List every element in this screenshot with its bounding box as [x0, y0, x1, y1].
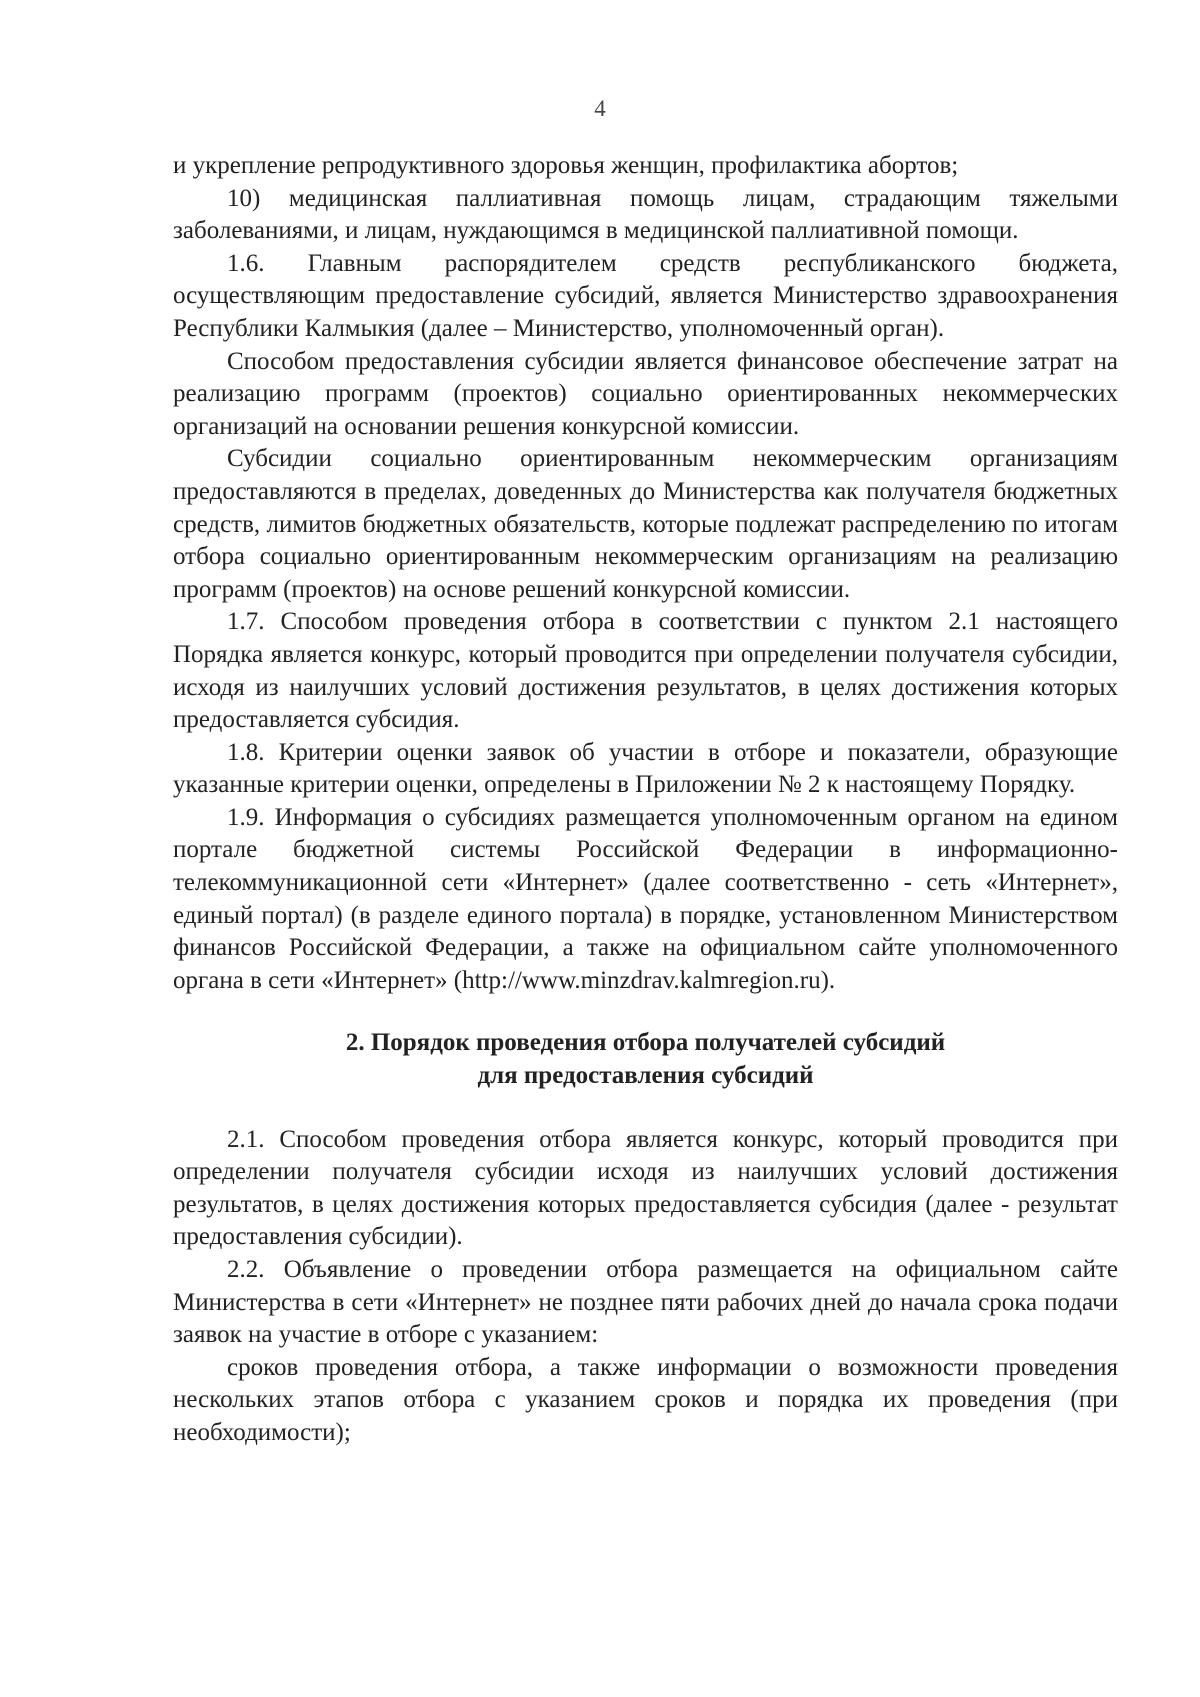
paragraph: Субсидии социально ориентированным некоммерческим организациям предоставляются в пределах, доведенных до Министерства как получателя бюджетных средств, лимитов бюджетных обязательств, которые подлежат распределению по итогам отбора социально ориентированным некоммерческим организациям на реализацию программ (проектов) на основе решений конкурсной комиссии. — [173, 445, 1118, 603]
paragraph: 1.8. Критерии оценки заявок об участии в отборе и показатели, образующие указанные критерии оценки, определены в Приложении № 2 к настоящему Порядку. — [173, 738, 1118, 799]
section-heading-line1: 2. Порядок проведения отбора получателей субсидий — [345, 1029, 946, 1057]
section-heading-line2: для предоставления субсидий — [477, 1062, 814, 1090]
section-heading — [173, 1027, 1118, 1092]
paragraph: сроков проведения отбора, а также информации о возможности проведения нескольких этапов отбора с указанием сроков и порядка их проведения (при необходимости); — [173, 1353, 1118, 1446]
paragraph: 10) медицинская паллиативная помощь лицам, страдающим тяжелыми заболеваниями, и лицам, нуждающимся в медицинской паллиативной помощи. — [173, 184, 1118, 245]
paragraph: Способом предоставления субсидии является финансовое обеспечение затрат на реализацию программ (проектов) социально ориентированных некоммерческих организаций на основании решения конкурсной комиссии. — [173, 347, 1118, 440]
paragraph: 2.1. Способом проведения отбора является конкурс, который проводится при определении получателя субсидии исходя из наилучших условий достижения результатов, в целях достижения которых предоставляется субсидия (далее - результат предоставления субсидии). — [173, 1125, 1118, 1251]
document-body — [173, 150, 1118, 1450]
paragraph: и укрепление репродуктивного здоровья женщин, профилактика абортов; — [173, 152, 959, 179]
page-number: 4 — [594, 96, 606, 121]
paragraphs-part2 — [173, 1124, 1118, 1450]
paragraph: 2.2. Объявление о проведении отбора размещается на официальном сайте Министерства в сети «Интернет» не позднее пяти рабочих дней до начала срока подачи заявок на участие в отборе с указанием: — [173, 1256, 1118, 1349]
paragraphs-part1 — [173, 150, 1118, 997]
paragraph: 1.6. Главным распорядителем средств республиканского бюджета, осуществляющим предоставление субсидий, является Министерство здравоохранения Республики Калмыкия (далее – Министерство, уполномоченный орган). — [173, 249, 1118, 342]
paragraph: 1.9. Информация о субсидиях размещается уполномоченным органом на едином портале бюджетной системы Российской Федерации в информационно-телекоммуникационной сети «Интернет» (далее соответственно - сеть «Интернет», единый портал) (в разделе единого портала) в порядке, установленном Министерством финансов Российской Федерации, а также на официальном сайте уполномоченного органа в сети «Интернет» (http://www.minzdrav.kalmregion.ru). — [173, 803, 1118, 994]
paragraph: 1.7. Способом проведения отбора в соответствии с пунктом 2.1 настоящего Порядка является конкурс, который проводится при определении получателя субсидии, исходя из наилучших условий достижения результатов, в целях достижения которых предоставляется субсидия. — [173, 608, 1118, 734]
